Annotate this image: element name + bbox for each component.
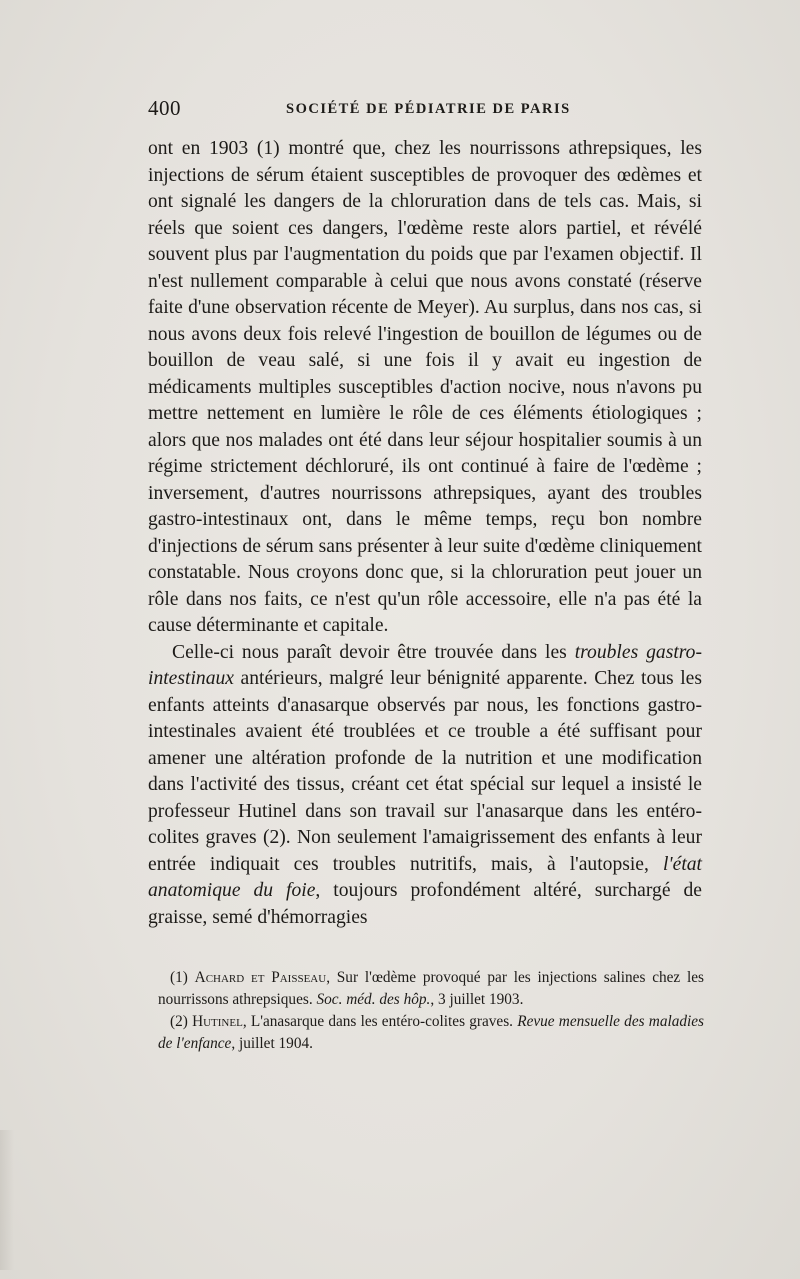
footnote-2 [158, 1011, 704, 1055]
paragraph-2-part-a: Celle-ci nous paraît devoir être trouvée dans les [172, 641, 575, 663]
footnote-1-date: , 3 juillet 1903. [430, 991, 524, 1008]
footnotes [158, 967, 704, 1055]
binding-edge-shadow [0, 1130, 14, 1270]
paragraph-2-part-c: antérieurs, malgré leur bénignité apparente. Chez tous les enfants atteints d'anasarque observés par nous, les fonctions gastro-intestinales avaient été troublées et ce trouble a été suffisant pour amener une altération profonde de la nutrition et une modification dans l'activité des tissus, créant cet état spécial sur lequel a insisté le professeur Hutinel dans son travail sur l'anasarque dans les entéro-colites graves (2). Non seulement l'amaigrissement des enfants à leur entrée indiquait ces troubles nutritifs, mais, à l'autopsie, [148, 668, 702, 875]
paragraph-2-part-e: , toujours profondément altéré, surchargé de graisse, semé d'hémorragies [148, 880, 702, 928]
footnote-1-journal: Soc. méd. des hôp. [316, 991, 431, 1008]
footnote-2-text: , L'anasarque dans les entéro-colites graves. [242, 1013, 518, 1030]
footnote-2-date: , juillet 1904. [231, 1035, 313, 1052]
running-head: SOCIÉTÉ DE PÉDIATRIE DE PARIS [286, 101, 571, 117]
paragraph-2 [148, 640, 702, 932]
emphasis-troubles: troubles gastro-intestinaux [148, 641, 702, 689]
footnote-1 [158, 967, 704, 1011]
footnote-1-number: (1) [170, 969, 195, 986]
footnote-2-number: (2) [170, 1013, 193, 1030]
page-number: 400 [148, 96, 181, 120]
footnote-1-authors: Achard et Paisseau [194, 969, 327, 986]
emphasis-etat-foie: l'état anatomique du foie [148, 853, 702, 901]
body-text [148, 136, 702, 931]
footnote-2-author: Hutinel [192, 1013, 243, 1030]
paragraph-1: ont en 1903 (1) montré que, chez les nourrissons athrepsiques, les injections de sérum étaient susceptibles de provoquer des œdèmes et ont signalé les dangers de la chloruration dans de tels cas. Mais, si réels que soient ces dangers, l'œdème reste alors partiel, et révélé souvent plus par l'augmentation du poids que par l'examen objectif. Il n'est nullement comparable à celui que nous avons constaté (réserve faite d'une observation récente de Meyer). Au surplus, dans nos cas, si nous avons deux fois relevé l'ingestion de bouillon de légumes ou de bouillon de veau salé, si une fois il y avait eu ingestion de médicaments multiples susceptibles d'action nocive, nous n'avons pu mettre nettement en lumière le rôle de ces éléments étiologiques ; alors que nos malades ont été dans leur séjour hospitalier soumis à un régime strictement déchloruré, ils ont continué à faire de l'œdème ; inversement, d'autres nourrissons athrepsiques, ayant des troubles gastro-intestinaux ont, dans le même temps, reçu bon nombre d'injections de sérum sans présenter à leur suite d'œdème cliniquement constatable. Nous croyons donc que, si la chloruration peut jouer un rôle dans nos faits, ce n'est qu'un rôle accessoire, elle n'a pas été la cause déterminante et capitale. [148, 138, 702, 636]
footnote-1-text: , Sur l'œdème provoqué par les injections salines chez les nourrissons athrepsiques. [158, 969, 704, 1008]
page-header [148, 96, 702, 126]
footnote-2-journal: Revue mensuelle des maladies de l'enfance [158, 1013, 705, 1052]
